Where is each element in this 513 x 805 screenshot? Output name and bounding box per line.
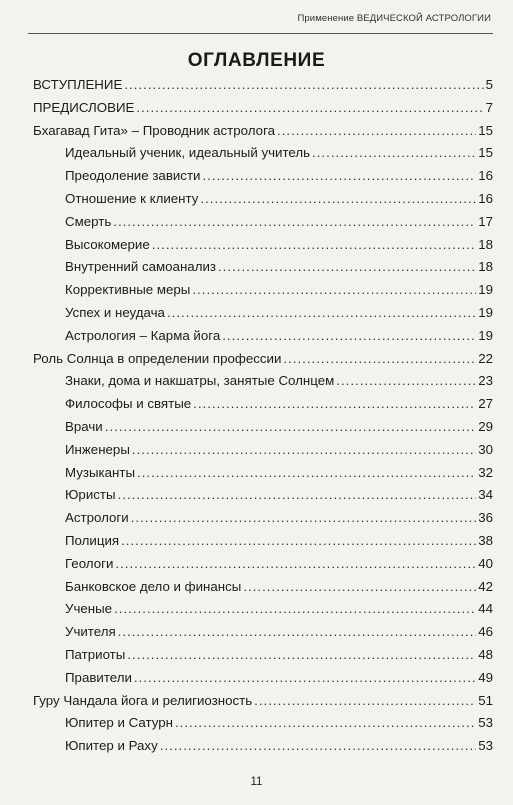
toc-entry-title: Отношение к клиенту bbox=[65, 190, 199, 206]
toc-entry-page: 18 bbox=[478, 259, 493, 275]
toc-entry-page: 27 bbox=[478, 396, 493, 412]
toc-entry bbox=[33, 188, 493, 211]
toc-entry bbox=[33, 234, 493, 257]
toc-entry bbox=[33, 530, 493, 553]
toc-entry-title: Успех и неудача bbox=[65, 304, 165, 320]
dot-leader bbox=[118, 484, 477, 507]
toc-entry-page: 42 bbox=[478, 578, 493, 594]
dot-leader bbox=[254, 690, 476, 713]
running-head: Применение ВЕДИЧЕСКОЙ АСТРОЛОГИИ bbox=[297, 13, 491, 24]
toc-entry bbox=[33, 393, 493, 416]
toc-entry bbox=[33, 97, 493, 120]
toc-entry bbox=[33, 644, 493, 667]
toc-entry bbox=[33, 553, 493, 576]
toc-entry bbox=[33, 279, 493, 302]
dot-leader bbox=[283, 348, 476, 371]
toc-entry-page: 53 bbox=[478, 715, 493, 731]
toc-entry-title: Внутренний самоанализ bbox=[65, 259, 216, 275]
toc-entry-page: 23 bbox=[478, 373, 493, 389]
toc-entry-page: 44 bbox=[478, 601, 493, 617]
toc-entry-title: Банковское дело и финансы bbox=[65, 578, 242, 594]
toc-entry bbox=[33, 735, 493, 758]
toc-entry-title: Юристы bbox=[65, 487, 116, 503]
toc-entry-page: 34 bbox=[478, 487, 493, 503]
toc-entry-title: Инженеры bbox=[65, 441, 130, 457]
toc-entry-title: ВСТУПЛЕНИЕ bbox=[33, 77, 123, 92]
toc-entry-title: Юпитер и Раху bbox=[65, 738, 158, 754]
toc-entry-title: Астрология – Карма йога bbox=[65, 327, 221, 343]
toc-entry-page: 48 bbox=[478, 646, 493, 662]
toc-entry bbox=[33, 598, 493, 621]
dot-leader bbox=[167, 302, 476, 325]
toc-entry-title: Высокомерие bbox=[65, 236, 150, 252]
dot-leader bbox=[113, 211, 476, 234]
toc-entry-page: 17 bbox=[478, 213, 493, 229]
toc-entry-page: 19 bbox=[478, 304, 493, 320]
dot-leader bbox=[222, 325, 476, 348]
toc-entry-title: ПРЕДИСЛОВИЕ bbox=[33, 99, 135, 115]
toc-entry bbox=[33, 439, 493, 462]
toc-entry bbox=[33, 507, 493, 530]
page-number: 11 bbox=[250, 776, 263, 788]
toc-entry-page: 19 bbox=[478, 327, 493, 343]
toc-entry bbox=[33, 120, 493, 143]
toc-entry-title: Полиция bbox=[65, 532, 120, 548]
toc-entry bbox=[33, 325, 493, 348]
dot-leader bbox=[127, 644, 476, 667]
toc-entry-title: Бхагавад Гита» – Проводник астролога bbox=[33, 122, 276, 138]
toc-entry-page: 16 bbox=[478, 190, 493, 206]
toc-entry-title: Гуру Чандала йога и религиозность bbox=[33, 692, 253, 708]
dot-leader bbox=[336, 370, 476, 393]
toc-entry-title: Врачи bbox=[65, 418, 103, 434]
dot-leader bbox=[312, 142, 476, 165]
toc-entry bbox=[33, 712, 493, 735]
toc-entry bbox=[33, 484, 493, 507]
toc-entry-title: Геологи bbox=[65, 555, 114, 571]
dot-leader bbox=[200, 188, 476, 211]
dot-leader bbox=[105, 416, 476, 439]
dot-leader bbox=[131, 507, 477, 530]
toc-entry bbox=[33, 74, 493, 97]
toc-entry bbox=[33, 462, 493, 485]
dot-leader bbox=[175, 712, 476, 735]
toc-entry-page: 32 bbox=[478, 464, 493, 480]
toc-entry-page: 16 bbox=[478, 168, 493, 184]
dot-leader bbox=[218, 256, 476, 279]
toc-entry-title: Музыканты bbox=[65, 464, 136, 480]
toc-entry-title: Роль Солнца в определении профессии bbox=[33, 350, 282, 366]
toc-entry-page: 18 bbox=[478, 236, 493, 252]
dot-leader bbox=[132, 439, 476, 462]
toc-entry bbox=[33, 142, 493, 165]
toc-entry bbox=[33, 165, 493, 188]
dot-leader bbox=[202, 165, 476, 188]
toc-entry-title: Знаки, дома и накшатры, занятые Солнцем bbox=[65, 373, 335, 389]
toc-title: ОГЛАВЛЕНИЕ bbox=[187, 50, 326, 71]
dot-leader bbox=[136, 97, 483, 120]
toc-entry-page: 30 bbox=[478, 441, 493, 457]
toc-entry-title: Учителя bbox=[65, 624, 116, 640]
toc-entry-title: Правители bbox=[65, 669, 132, 685]
toc-entry-page: 15 bbox=[478, 122, 493, 138]
toc-list bbox=[33, 74, 493, 758]
dot-leader bbox=[121, 530, 476, 553]
dot-leader bbox=[160, 735, 476, 758]
toc-entry bbox=[33, 302, 493, 325]
dot-leader bbox=[134, 667, 476, 690]
toc-entry-page: 22 bbox=[478, 350, 493, 366]
toc-entry bbox=[33, 667, 493, 690]
dot-leader bbox=[152, 234, 476, 257]
toc-entry bbox=[33, 621, 493, 644]
toc-entry bbox=[33, 416, 493, 439]
toc-entry-title: Патриоты bbox=[65, 646, 126, 662]
dot-leader bbox=[277, 120, 476, 143]
dot-leader bbox=[114, 598, 476, 621]
toc-entry bbox=[33, 690, 493, 713]
toc-entry-page: 36 bbox=[478, 510, 493, 526]
toc-entry-page: 7 bbox=[485, 99, 493, 115]
toc-entry bbox=[33, 211, 493, 234]
toc-entry-title: Идеальный ученик, идеальный учитель bbox=[65, 145, 311, 161]
toc-entry-title: Преодоление зависти bbox=[65, 168, 201, 184]
toc-entry-title: Юпитер и Сатурн bbox=[65, 715, 173, 731]
toc-entry-page: 19 bbox=[478, 282, 493, 298]
dot-leader bbox=[137, 462, 476, 485]
header-rule bbox=[28, 33, 493, 34]
dot-leader bbox=[124, 74, 483, 97]
toc-entry bbox=[33, 370, 493, 393]
toc-entry-page: 29 bbox=[478, 418, 493, 434]
toc-entry-page: 51 bbox=[478, 692, 493, 708]
toc-entry-page: 53 bbox=[478, 738, 493, 754]
toc-entry-title: Коррективные меры bbox=[65, 282, 191, 298]
dot-leader bbox=[193, 393, 476, 416]
toc-entry-title: Ученые bbox=[65, 601, 113, 617]
toc-entry-page: 40 bbox=[478, 555, 493, 571]
toc-entry-page: 5 bbox=[485, 77, 493, 92]
toc-entry-page: 38 bbox=[478, 532, 493, 548]
dot-leader bbox=[192, 279, 476, 302]
dot-leader bbox=[118, 621, 477, 644]
toc-entry bbox=[33, 256, 493, 279]
toc-entry-title: Философы и святые bbox=[65, 396, 192, 412]
toc-entry-page: 46 bbox=[478, 624, 493, 640]
toc-entry-title: Астрологи bbox=[65, 510, 129, 526]
toc-entry-title: Смерть bbox=[65, 213, 112, 229]
toc-entry bbox=[33, 348, 493, 371]
toc-entry-page: 49 bbox=[478, 669, 493, 685]
toc-entry-page: 15 bbox=[478, 145, 493, 161]
dot-leader bbox=[115, 553, 476, 576]
toc-entry bbox=[33, 576, 493, 599]
dot-leader bbox=[243, 576, 476, 599]
